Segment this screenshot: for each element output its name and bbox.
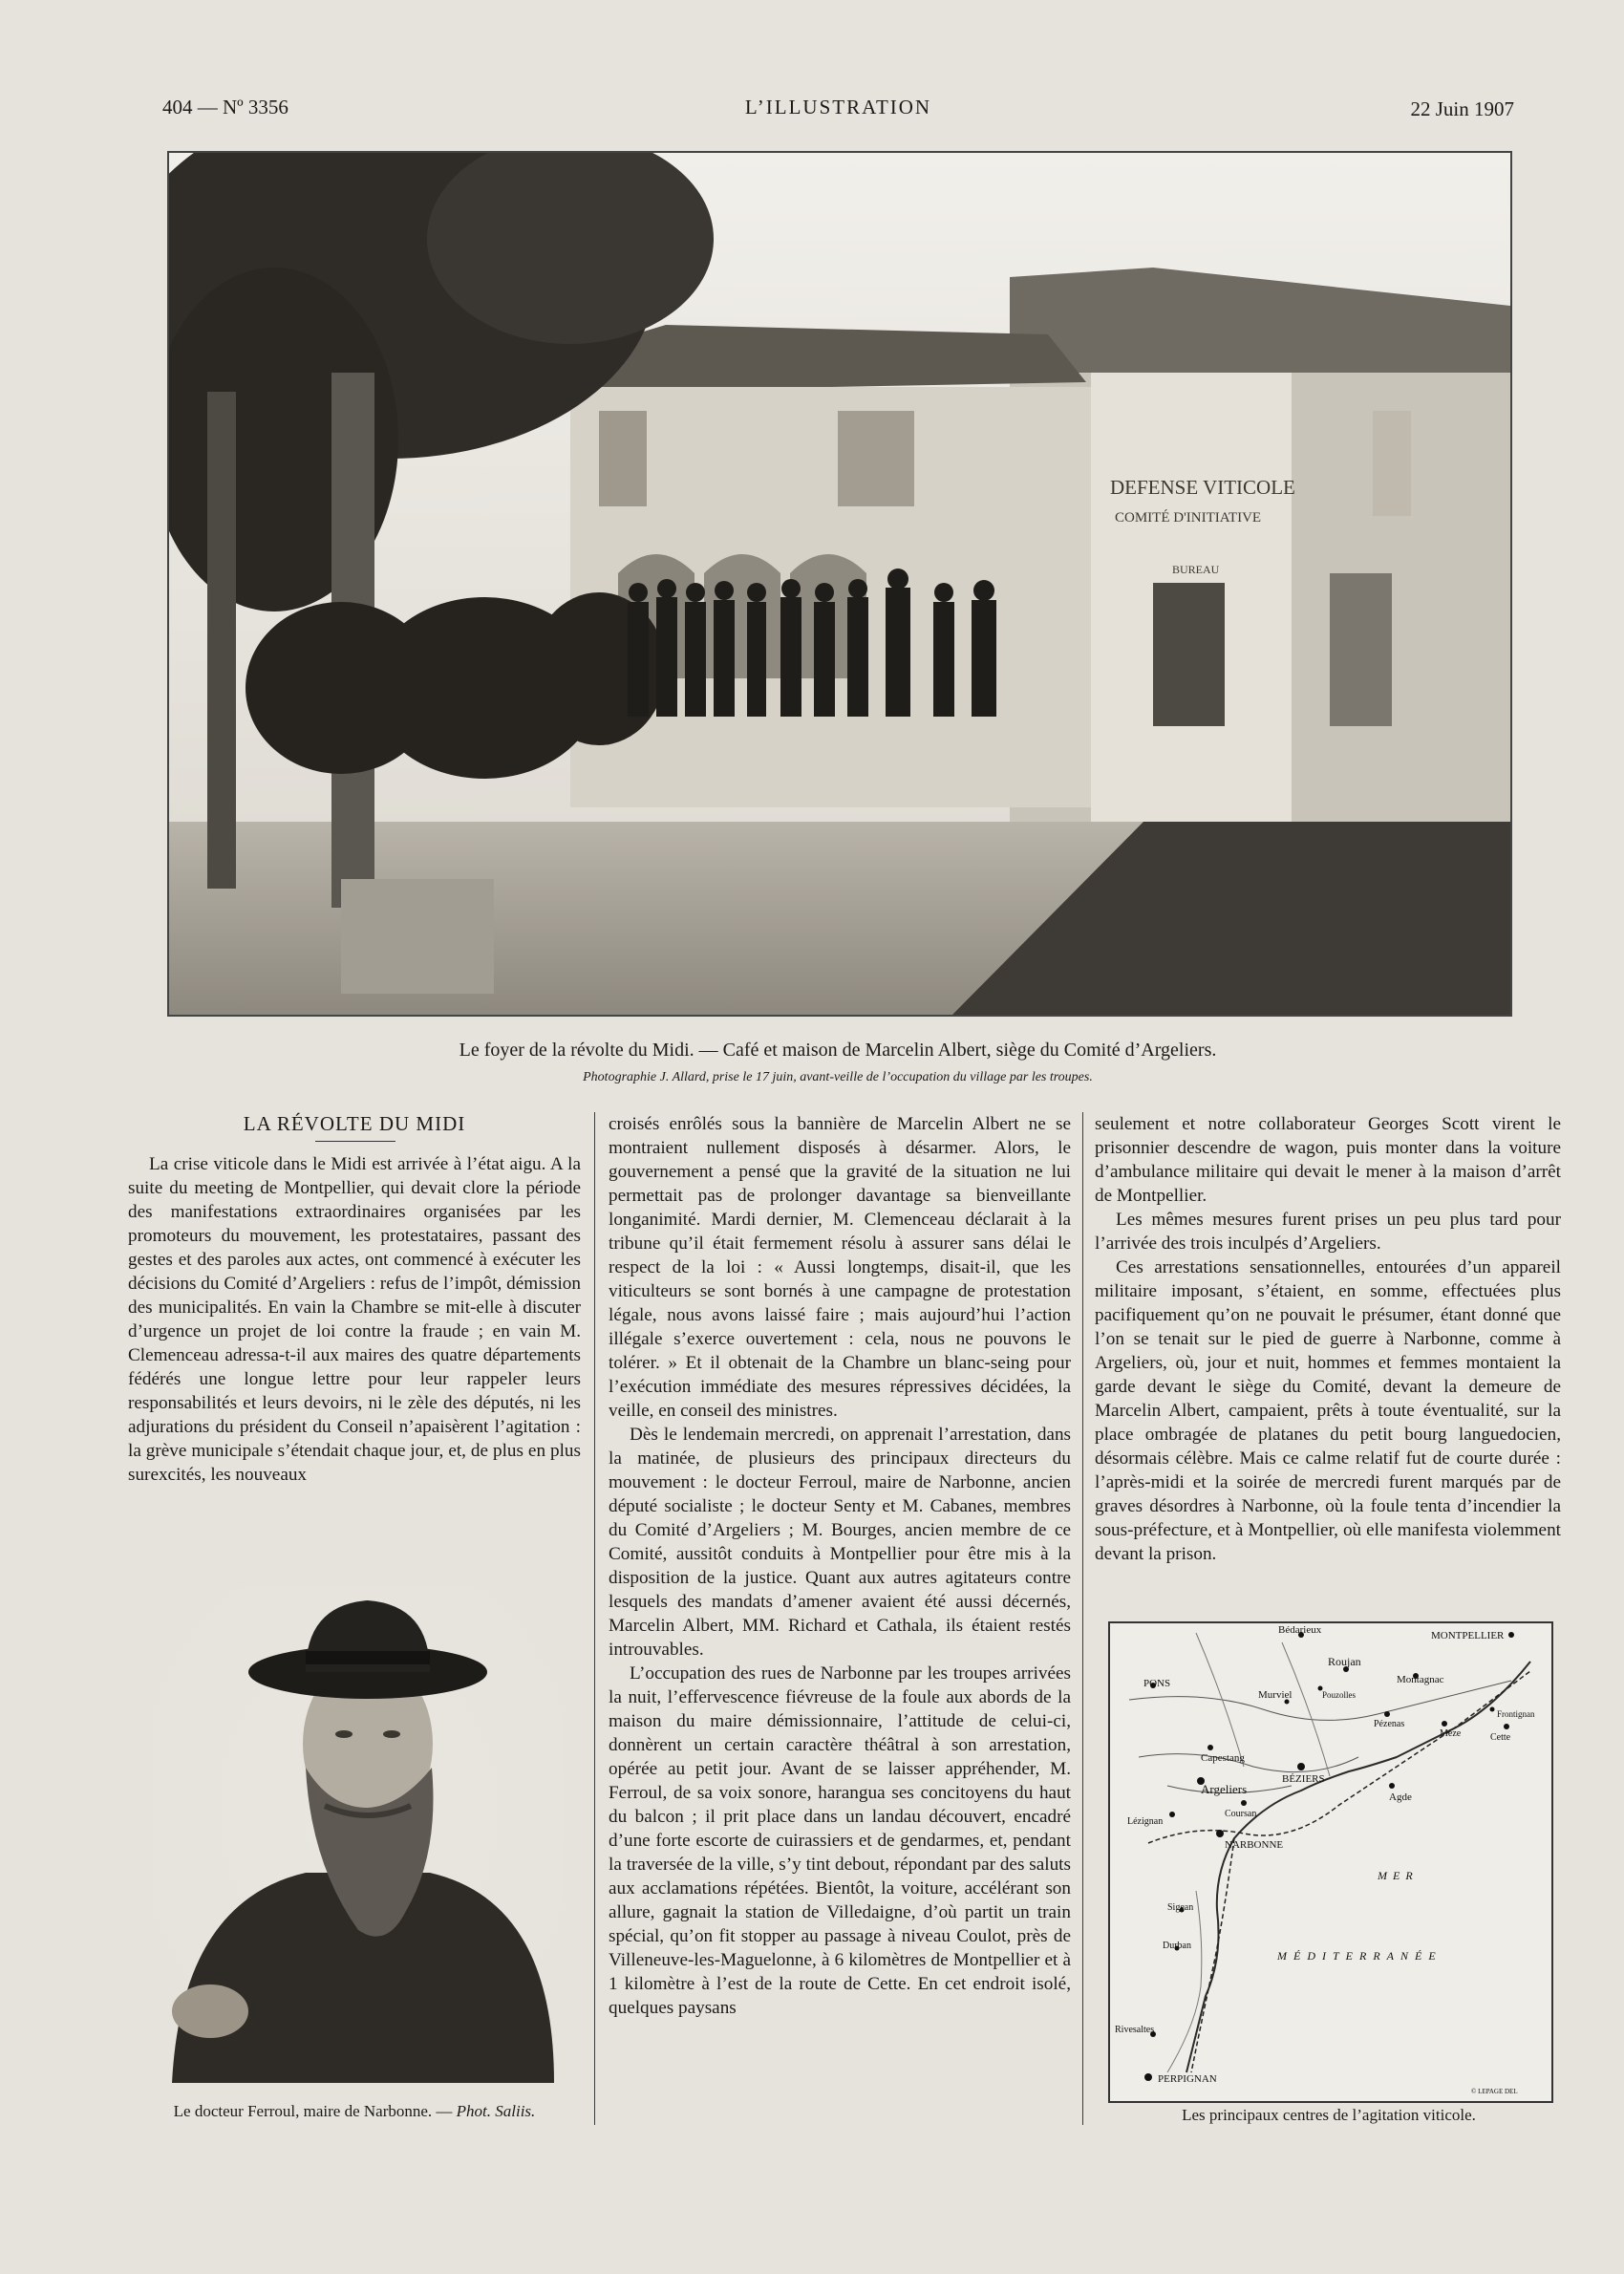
cafe-scene-illustration (169, 153, 1510, 1015)
map-label-agde: Agde (1389, 1791, 1412, 1803)
map-label-beziers: BÉZIERS (1282, 1773, 1325, 1785)
sign-text-1: DEFENSE VITICOLE (1110, 476, 1295, 499)
map-label-coursan: Coursan (1225, 1809, 1257, 1819)
map-label-murviel: Murviel (1258, 1689, 1293, 1701)
photo-credit: Photographie J. Allard, prise le 17 juin, avant-veille de l’occupation du village par les troupes. (583, 1070, 1093, 1084)
map-label-frontignan: Frontignan (1497, 1709, 1535, 1719)
map-label-bedarieux: Bédarieux (1278, 1624, 1322, 1636)
map-label-perpignan: PERPIGNAN (1158, 2073, 1217, 2085)
map-label-lezignan: Lézignan (1127, 1816, 1164, 1827)
map-label-pezenas: Pézenas (1374, 1719, 1405, 1729)
article-paragraph: Dès le lendemain mercredi, on apprenait l’arrestation, dans la matinée, de plusieurs des principaux directeurs du mouvement : le docteur Ferroul, maire de Narbonne, ancien député socialiste ; le docteur Senty et M. Cabanes, membres du Comité d’Argeliers ; M. Bourges, ancien membre de ce Comité, aussitôt conduits à Montpellier pour être mis à la disposition de la justice. Quant aux autres agitateurs contre lesquels des mandats d’amener avaient été aussi décernés, Marcelin Albert, MM. Richard et Cathala, ils étaient restés introuvables. (609, 1425, 1071, 1660)
article-paragraph: Ces arrestations sensationnelles, entourées d’un appareil militaire imposant, s’étaient, en somme, effectuées plus pacifiquement qu’on ne pouvait le présumer, étant donné que l’on se tenait sur le pied de guerre à Narbonne, comme à Argeliers, où, jour et nuit, hommes et femmes montaient la garde devant le siège du Comité, devant la demeure de Marcelin Albert, campaient, prêts à toute éventualité, sur la place ombragée de platanes du petit bourg languedocien, désormais célèbre. Mais ce calme relatif fut de courte durée : l’après-midi et la soirée de mercredi furent marqués par de graves désordres à Narbonne, où la foule tenta d’incendier la sous-préfecture, et à Montpellier, où elle manifesta violemment devant la prison. (1095, 1257, 1561, 1564)
map-caption: Les principaux centres de l’agitation viticole. (1182, 2106, 1476, 2124)
map-label-durban: Durban (1163, 1941, 1191, 1951)
article-column-1 (128, 1152, 581, 1487)
article-paragraph: L’occupation des rues de Narbonne par les troupes arrivées la nuit, l’effervescence fiévreuse de la foule aux abords de la maison du maire démissionnaire, l’attitude de celui-ci, donnèrent un certain caractère théâtral à son arrestation, opérée au petit jour. Avant de se laisser appréhender, M. Ferroul, de sa voix sonore, harangua ses concitoyens du haut du balcon ; il prit place dans un landau découvert, encadré d’une forte escorte de cuirassiers et de gendarmes, et, pendant la traversée de la ville, s’y tint debout, répondant par des saluts aux acclamations répétées. Bientôt, la voiture, accélérant son allure, gagnait la station de Villedaigne, d’où partit un train spécial, qu’on fit stopper au passage à niveau Coulot, près de Villeneuve-les-Maguelonne, à 6 kilomètres de Montpellier et à 1 kilomètre à l’est de la route de Cette. En cet endroit isolé, quelques paysans (609, 1663, 1071, 2018)
article-paragraph: croisés enrôlés sous la bannière de Marcelin Albert ne se montraient nullement disposés à désarmer. Alors, le gouvernement a pensé que la gravité de la situation ne lui permettait pas de prolonger davantage sa bienveillante longanimité. Mardi dernier, M. Clemenceau déclarait à la tribune qu’il était fermement résolu à assurer sans délai le respect de la loi : « Aussi longtemps, disait-il, que les viticulteurs se sont bornés à une campagne de protestation légale, nous avons laissé faire ; mais aujourd’hui l’action illégale s’exerce ouvertement : cela, nous ne pouvons le tolérer. » Et il obtenait de la Chambre un blanc-seing pour l’exécution immédiate des mesures répressives décidées, la veille, en conseil des ministres. (609, 1114, 1071, 1421)
map-label-capestang: Capestang (1201, 1752, 1245, 1764)
column-rule-1 (594, 1112, 595, 2125)
map-engraver: © LEPAGE DEL (1471, 2088, 1518, 2095)
map-label-pons: PONS (1143, 1678, 1171, 1689)
map-label-montpellier: MONTPELLIER (1431, 1630, 1505, 1641)
column-rule-2 (1082, 1112, 1083, 2125)
map-label-cette: Cette (1490, 1732, 1511, 1743)
map-label-montagnac: Montagnac (1397, 1674, 1444, 1685)
map-label-pouzolles: Pouzolles (1322, 1690, 1356, 1700)
portrait-caption (128, 2102, 581, 2121)
portrait-illustration (153, 1586, 564, 2083)
page-header (162, 92, 1514, 130)
map-label-rivesaltes: Rivesaltes (1115, 2025, 1155, 2035)
region-map (1108, 1621, 1553, 2103)
article-column-2 (609, 1112, 1071, 2020)
map-label-meze: Mèze (1440, 1728, 1462, 1739)
article-paragraph: seulement et notre collaborateur Georges Scott virent le prisonnier descendre de wagon, puis monter dans la voiture d’ambulance militaire qui devait le mener à la maison d’arrêt de Montpellier. (1095, 1114, 1561, 1206)
map-label-narbonne: NARBONNE (1225, 1839, 1284, 1851)
map-label-argeliers: Argeliers (1201, 1782, 1248, 1796)
photo-caption: Le foyer de la révolte du Midi. — Café et maison de Marcelin Albert, siège du Comité d’Argeliers. (459, 1040, 1217, 1061)
article-title: LA RÉVOLTE DU MIDI (243, 1112, 466, 1135)
article-paragraph: Les mêmes mesures furent prises un peu plus tard pour l’arrivée des trois inculpés d’Argeliers. (1095, 1210, 1561, 1254)
sign-text-3: BUREAU (1172, 563, 1220, 576)
article-paragraph: La crise viticole dans le Midi est arrivée à l’état aigu. A la suite du meeting de Montpellier, qui devait clore la période des manifestations extraordinaires organisées par les promoteurs du mouvement, les protestataires, passant des gestes et des paroles aux actes, ont commencé à exécuter les décisions du Comité d’Argeliers : refus de l’impôt, démission des municipalités. En vain la Chambre se mit-elle à discuter d’urgence un projet de loi contre la fraude ; en vain M. Clemenceau adressa-t-il aux maires des quatre départements fédérés une longue lettre pour leur rappeler leurs responsabilités et leurs devoirs, ni le zèle des députés, ni les adjurations du président du Conseil n’apaisèrent l’agitation : la grève municipale s’étendait chaque jour, et, de plus en plus surexcités, les nouveaux (128, 1154, 581, 1485)
portrait-caption-text: Le docteur Ferroul, maire de Narbonne. — (173, 2102, 453, 2120)
issue-date: 22 Juin 1907 (1410, 97, 1514, 120)
cafe-photograph (167, 151, 1512, 1017)
page-number: 404 — Nº 3356 (162, 96, 288, 118)
sign-text-2: COMITÉ D'INITIATIVE (1115, 510, 1262, 526)
map-label-sea-2: MÉDITERRANÉE (1277, 1949, 1442, 1963)
portrait-credit: Phot. Saliis. (456, 2102, 536, 2120)
map-label-sea-1: MER (1378, 1869, 1419, 1882)
ferroul-portrait (153, 1586, 564, 2083)
map-label-sigean: Sigean (1167, 1902, 1194, 1913)
title-underline (315, 1141, 395, 1142)
map-illustration (1110, 1623, 1551, 2101)
map-label-roujan: Roujan (1328, 1655, 1361, 1668)
article-column-3 (1095, 1112, 1561, 1566)
journal-title: L’ILLUSTRATION (744, 96, 932, 118)
